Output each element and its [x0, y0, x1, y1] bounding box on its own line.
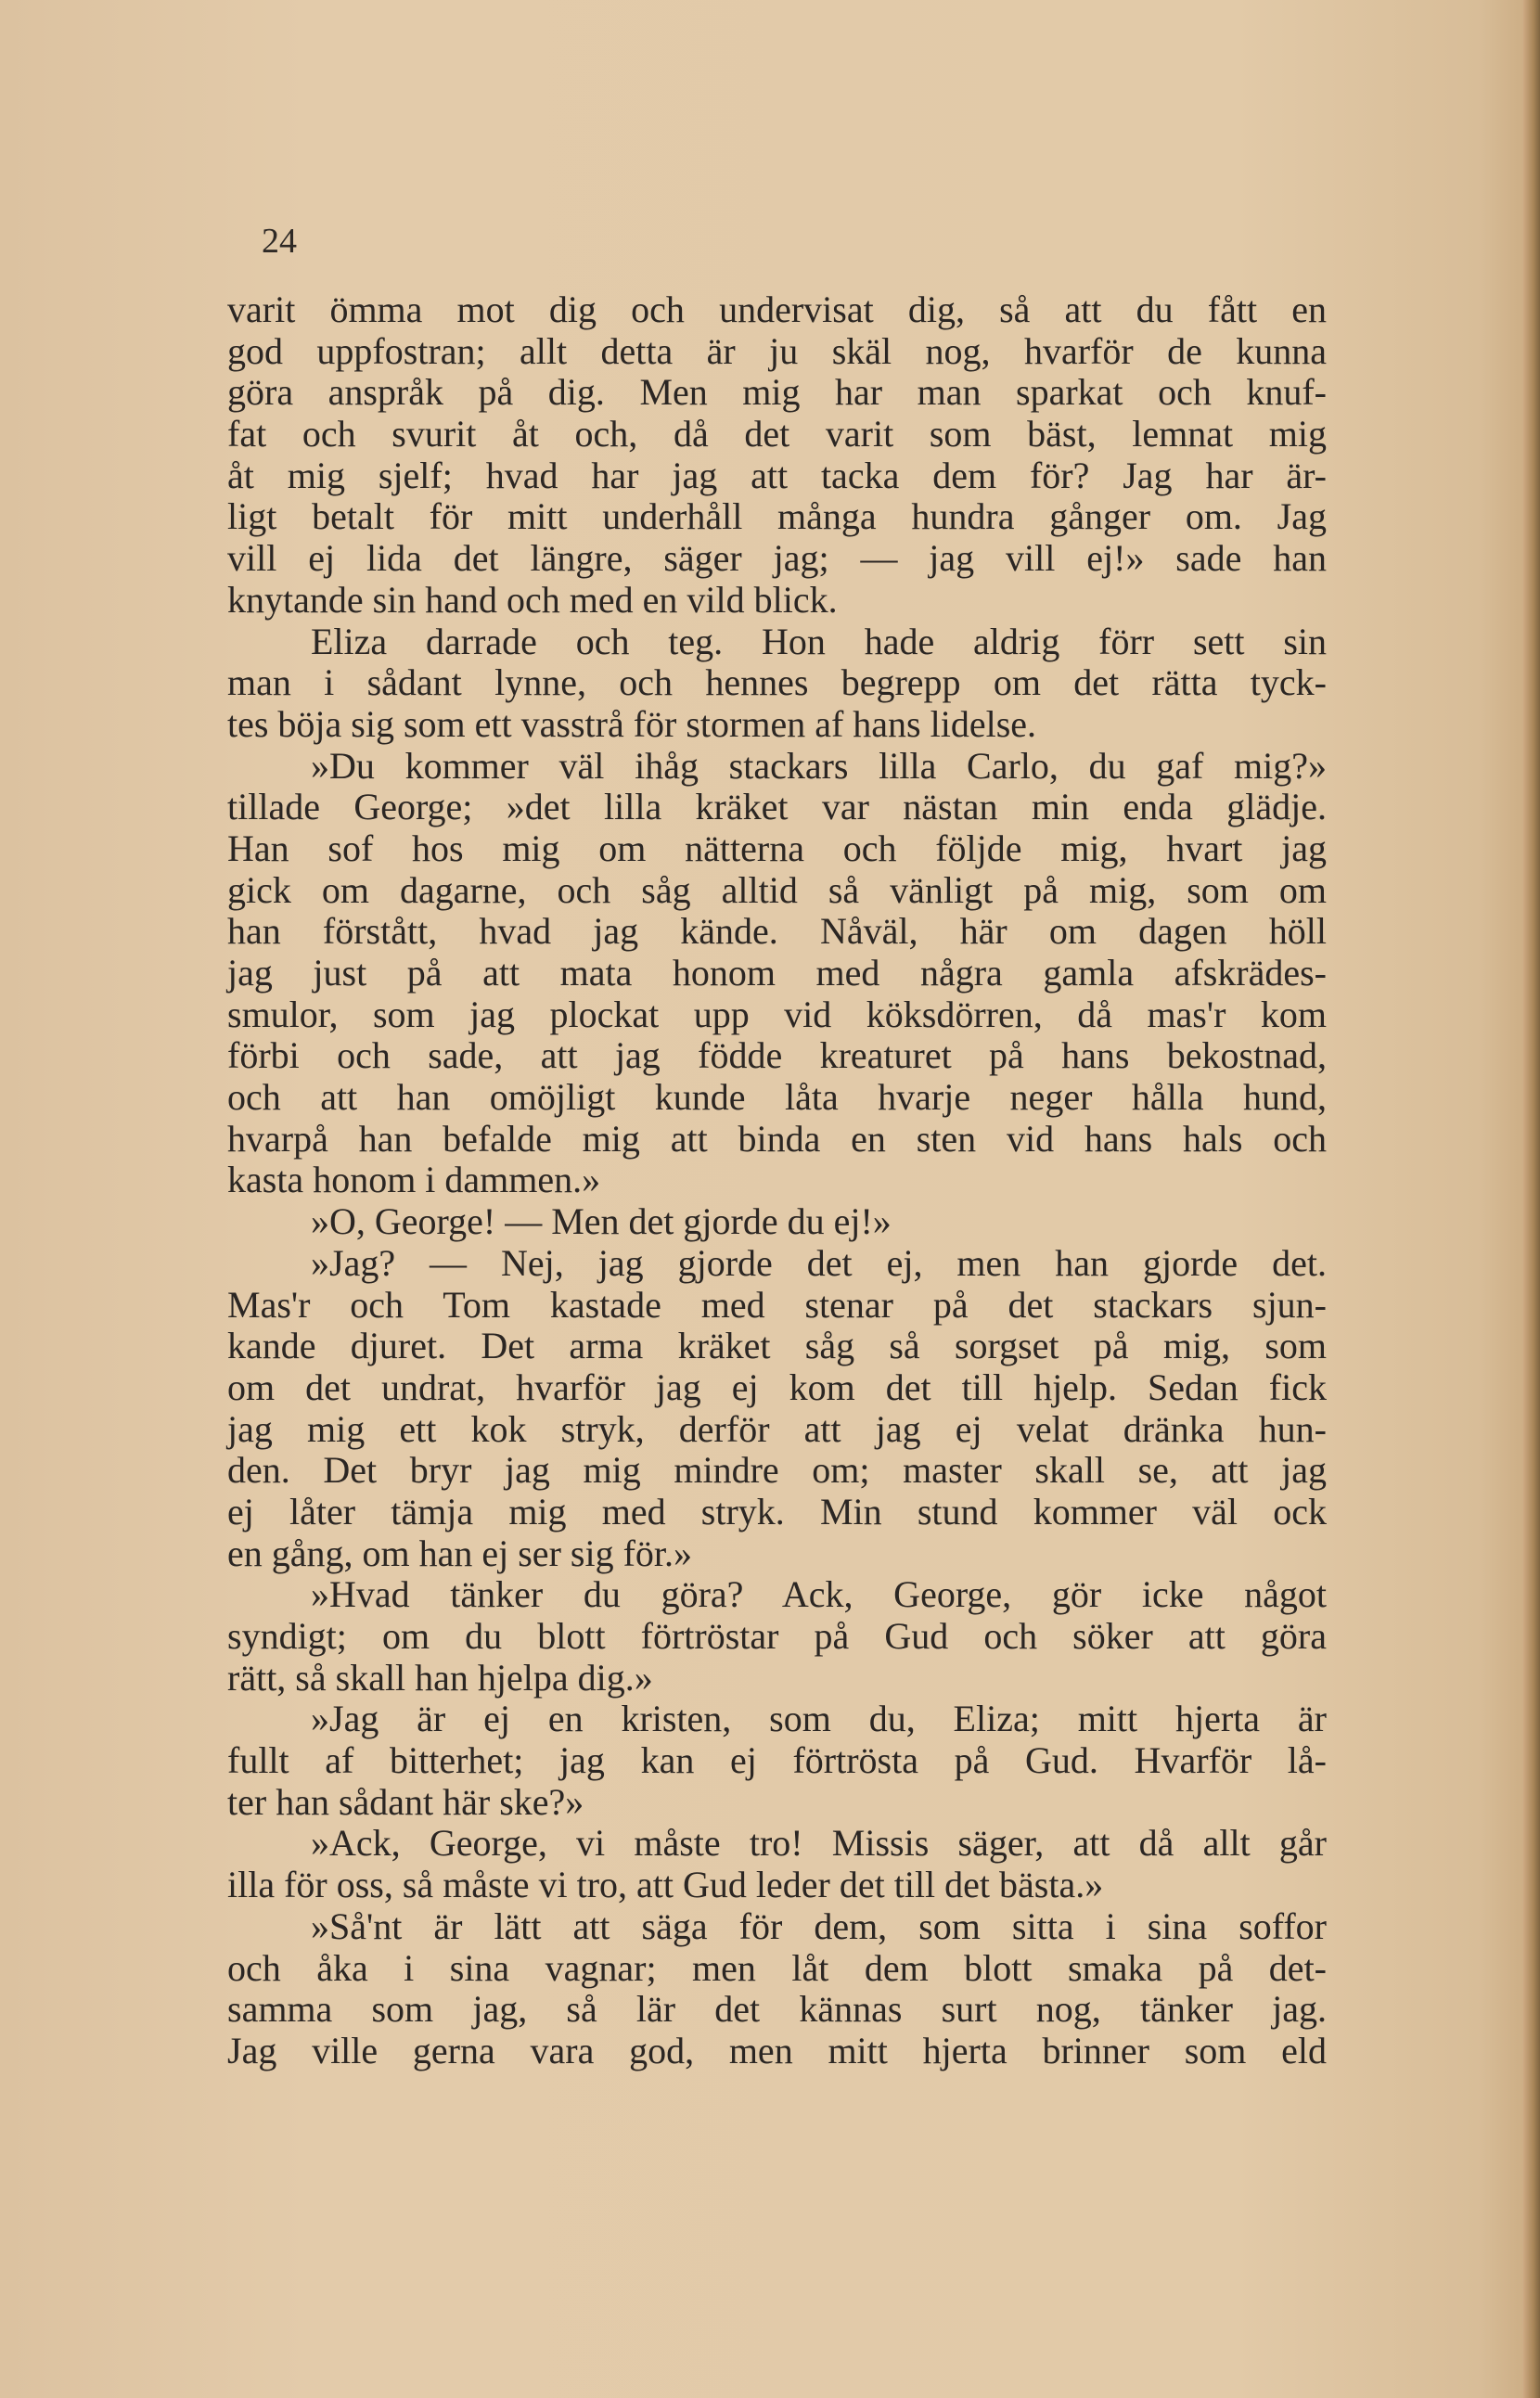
text-line: om det undrat, hvarför jag ej kom det till hjelp. Sedan fick [227, 1366, 1327, 1408]
page-edge [1523, 0, 1540, 2398]
text-line: vill ej lida det längre, säger jag; — jag vill ej!» sade han [227, 537, 1327, 580]
text-line: knytande sin hand och med en vild blick. [227, 578, 838, 621]
text-line: ter han sådant här ske?» [227, 1780, 584, 1823]
text-line: en gång, om han ej ser sig för.» [227, 1532, 692, 1574]
text-line: god uppfostran; allt detta är ju skäl nog, hvarför de kunna [227, 329, 1327, 372]
body-text [227, 289, 1327, 2072]
text-line: »Jag är ej en kristen, som du, Eliza; mitt hjerta är [311, 1698, 1327, 1740]
text-line: han förstått, hvad jag kände. Nåväl, här om dagen höll [227, 910, 1327, 953]
page-number: 24 [262, 222, 297, 261]
text-line: »Du kommer väl ihåg stackars lilla Carlo, du gaf mig?» [311, 744, 1327, 787]
text-line: kande djuret. Det arma kräket såg så sorgset på mig, som [227, 1325, 1327, 1367]
text-line: åt mig sjelf; hvad har jag att tacka dem för? Jag har är- [227, 454, 1327, 496]
text-line: »Så'nt är lätt att säga för dem, som sitta i sina soffor [311, 1904, 1327, 1947]
text-line: hvarpå han befalde mig att binda en sten vid hans hals och [227, 1117, 1327, 1160]
text-line: varit ömma mot dig och undervisat dig, så att du fått en [227, 289, 1327, 330]
text-line: ligt betalt för mitt underhåll många hundra gånger om. Jag [227, 495, 1327, 538]
text-line: »Ack, George, vi måste tro! Missis säger, att då allt går [311, 1822, 1327, 1865]
text-line: »Jag? — Nej, jag gjorde det ej, men han gjorde det. [311, 1241, 1327, 1284]
text-line: fat och svurit åt och, då det varit som bäst, lemnat mig [227, 413, 1327, 455]
text-line: samma som jag, så lär det kännas surt nog, tänker jag. [227, 1988, 1327, 2031]
text-line: fullt af bitterhet; jag kan ej förtrösta på Gud. Hvarför lå- [227, 1739, 1327, 1782]
text-line: jag mig ett kok stryk, derför att jag ej velat dränka hun- [227, 1407, 1327, 1450]
text-line: smulor, som jag plockat upp vid köksdörren, då mas'r kom [227, 993, 1327, 1035]
text-line: och att han omöjligt kunde låta hvarje neger hålla hund, [227, 1076, 1327, 1119]
text-line: Eliza darrade och teg. Hon hade aldrig förr sett sin [311, 620, 1327, 662]
text-line: kasta honom i dammen.» [227, 1159, 601, 1201]
text-line: tillade George; »det lilla kräket var nästan min enda glädje. [227, 786, 1327, 828]
text-line: tes böja sig som ett vasstrå för stormen af hans lidelse. [227, 702, 1037, 745]
text-line: man i sådant lynne, och hennes begrepp om det rätta tyck- [227, 661, 1327, 704]
text-line: rätt, så skall han hjelpa dig.» [227, 1656, 653, 1699]
text-line: den. Det bryr jag mig mindre om; master skall se, att jag [227, 1449, 1327, 1492]
text-line: syndigt; om du blott förtröstar på Gud och söker att göra [227, 1615, 1327, 1657]
text-line: »O, George! — Men det gjorde du ej!» [311, 1200, 892, 1243]
text-line: »Hvad tänker du göra? Ack, George, gör icke något [311, 1573, 1327, 1616]
text-line: ej låter tämja mig med stryk. Min stund kommer väl ock [227, 1490, 1327, 1532]
text-line: illa för oss, så måste vi tro, att Gud leder det till det bästa.» [227, 1864, 1104, 1906]
text-line: och åka i sina vagnar; men låt dem blott smaka på det- [227, 1946, 1327, 1989]
text-line: Mas'r och Tom kastade med stenar på det stackars sjun- [227, 1283, 1327, 1326]
text-line: gick om dagarne, och såg alltid så vänligt på mig, som om [227, 868, 1327, 911]
text-line: göra anspråk på dig. Men mig har man sparkat och knuf- [227, 371, 1327, 414]
text-line: Jag ville gerna vara god, men mitt hjerta brinner som eld [227, 2029, 1327, 2071]
text-line: Han sof hos mig om nätterna och följde mig, hvart jag [227, 827, 1327, 869]
text-line: jag just på att mata honom med några gamla afskrädes- [227, 952, 1327, 994]
text-line: förbi och sade, att jag födde kreaturet på hans bekostnad, [227, 1034, 1327, 1077]
